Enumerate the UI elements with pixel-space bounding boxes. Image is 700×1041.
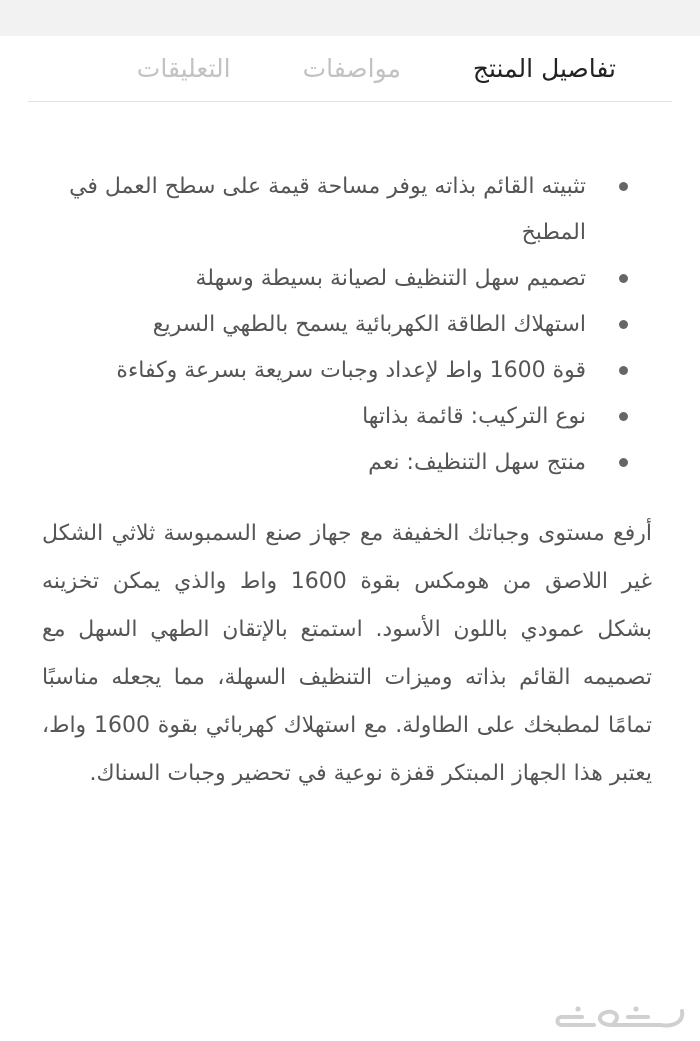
feature-text: نوع التركيب: قائمة بذاتها — [362, 404, 586, 429]
list-item — [42, 348, 652, 394]
bullet-icon — [619, 320, 628, 329]
tab-product-details[interactable]: تفاصيل المنتج — [472, 54, 616, 83]
haraj-watermark-icon — [552, 1001, 692, 1035]
feature-text: استهلاك الطاقة الكهربائية يسمح بالطهي السريع — [152, 312, 586, 337]
feature-text: تصميم سهل التنظيف لصيانة بسيطة وسهلة — [195, 266, 586, 291]
bullet-icon — [619, 412, 628, 421]
feature-text: قوة 1600 واط لإعداد وجبات سريعة بسرعة وكفاءة — [116, 358, 586, 383]
feature-text: منتج سهل التنظيف: نعم — [368, 450, 586, 475]
top-strip — [0, 0, 700, 36]
tab-comments[interactable]: التعليقات — [136, 54, 231, 83]
list-item — [42, 302, 652, 348]
feature-list — [42, 102, 652, 486]
product-description: أرفع مستوى وجباتك الخفيفة مع جهاز صنع السمبوسة ثلاثي الشكل غير اللاصق من هومكس بقوة 1600 واط والذي يمكن تخزينه بشكل عمودي باللون الأسود. استمتع بالإتقان الطهي السهل مع تصميمه القائم بذاته وميزات التنظيف السهلة، مما يجعله مناسبًا تمامًا لمطبخك على الطاولة. مع استهلاك كهربائي بقوة 1600 واط، يعتبر هذا الجهاز المبتكر قفزة نوعية في تحضير وجبات السناك. — [42, 521, 653, 786]
list-item — [42, 256, 652, 302]
tab-specifications[interactable]: مواصفات — [302, 54, 401, 83]
bullet-icon — [619, 182, 628, 191]
bullet-icon — [619, 366, 628, 375]
bullet-icon — [619, 274, 628, 283]
list-item — [42, 394, 652, 440]
bullet-icon — [619, 458, 628, 467]
list-item — [42, 440, 652, 486]
product-details-content — [42, 102, 652, 798]
list-item — [42, 164, 652, 256]
product-tabs — [28, 36, 672, 102]
feature-text: تثبيته القائم بذاته يوفر مساحة قيمة على سطح العمل في المطبخ — [69, 174, 586, 245]
